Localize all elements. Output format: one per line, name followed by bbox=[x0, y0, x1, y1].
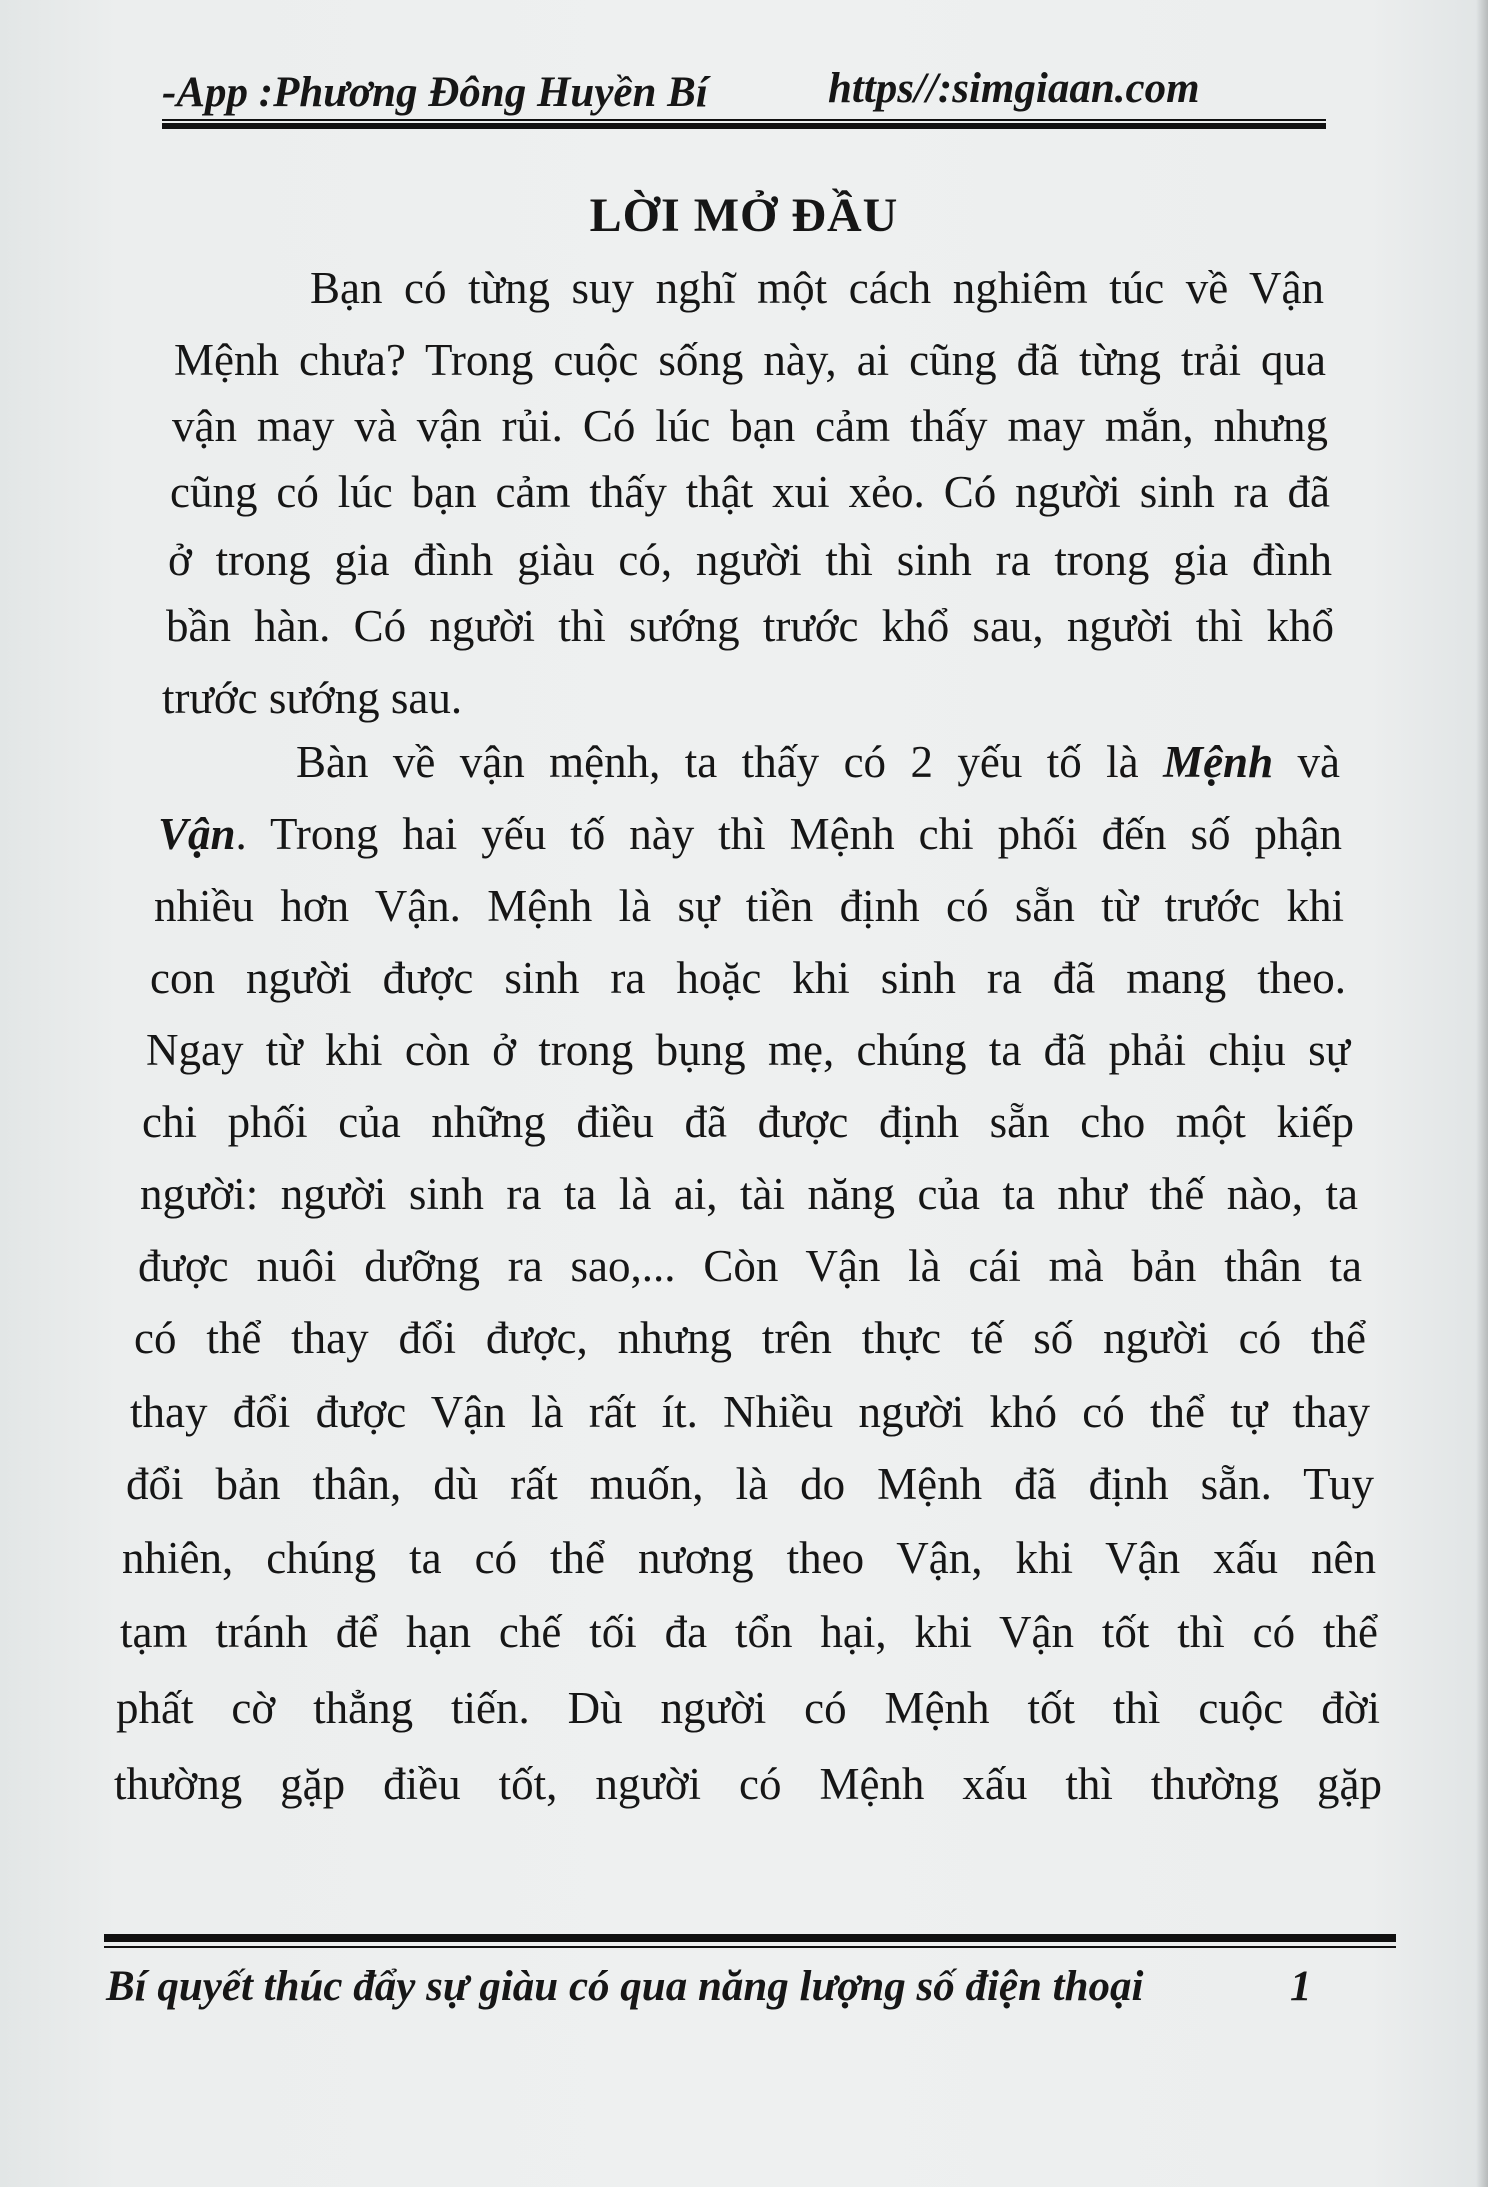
paragraph-1-line-2: Mệnh chưa? Trong cuộc sống này, ai cũng đã từng trải qua bbox=[174, 335, 1326, 385]
paragraph-2-line-12: nhiên, chúng ta có thể nương theo Vận, khi Vận xấu nên bbox=[122, 1533, 1376, 1583]
emphasis-van: Vận bbox=[158, 809, 236, 859]
paragraph-2-line-1-text: Bàn về vận mệnh, ta thấy có 2 yếu tố là bbox=[296, 737, 1139, 787]
header-website: https//:simgiaan.com bbox=[828, 65, 1200, 112]
paragraph-1-line-6: bần hàn. Có người thì sướng trước khổ sau, người thì khổ bbox=[166, 601, 1334, 651]
footer-rule-thick bbox=[104, 1934, 1396, 1942]
emphasis-menh: Mệnh bbox=[1163, 737, 1274, 787]
chapter-title: LỜI MỞ ĐẦU bbox=[589, 189, 899, 242]
paragraph-2-line-3: nhiều hơn Vận. Mệnh là sự tiền định có sẵn từ trước khi bbox=[154, 881, 1344, 931]
paragraph-1-line-5: ở trong gia đình giàu có, người thì sinh ra trong gia đình bbox=[168, 535, 1332, 585]
paragraph-1-line-1: Bạn có từng suy nghĩ một cách nghiêm túc về Vận bbox=[310, 263, 1324, 313]
paragraph-2-line-15: thường gặp điều tốt, người có Mệnh xấu thì thường gặp bbox=[114, 1759, 1382, 1809]
paragraph-2-line-1-tail: và bbox=[1297, 737, 1341, 787]
paragraph-2-line-10: thay đổi được Vận là rất ít. Nhiều người khó có thể tự thay bbox=[130, 1387, 1370, 1437]
page-number: 1 bbox=[1290, 1963, 1312, 2010]
paragraph-1-line-7: trước sướng sau. bbox=[162, 673, 463, 723]
paragraph-2-line-5: Ngay từ khi còn ở trong bụng mẹ, chúng ta đã phải chịu sự bbox=[146, 1025, 1350, 1075]
paragraph-2-line-11: đổi bản thân, dù rất muốn, là do Mệnh đã định sẵn. Tuy bbox=[126, 1459, 1374, 1509]
running-footer bbox=[104, 1934, 1396, 2014]
paragraph-2-line-4: con người được sinh ra hoặc khi sinh ra đã mang theo. bbox=[150, 953, 1346, 1003]
paragraph-1-line-3: vận may và vận rủi. Có lúc bạn cảm thấy may mắn, nhưng bbox=[172, 401, 1328, 451]
paragraph-2-line-6: chi phối của những điều đã được định sẵn cho một kiếp bbox=[142, 1097, 1354, 1147]
paragraph-2-line-13: tạm tránh để hạn chế tối đa tổn hại, khi Vận tốt thì có thể bbox=[120, 1607, 1378, 1657]
paragraph-2-line-2 bbox=[158, 809, 1342, 859]
paragraph-2-line-8: được nuôi dưỡng ra sao,... Còn Vận là cái mà bản thân ta bbox=[138, 1241, 1362, 1291]
paragraph-2-line-9: có thể thay đổi được, nhưng trên thực tế số người có thể bbox=[134, 1313, 1366, 1363]
paragraph-2-line-14: phất cờ thẳng tiến. Dù người có Mệnh tốt thì cuộc đời bbox=[116, 1683, 1380, 1733]
paragraph-2-line-2-text: . Trong hai yếu tố này thì Mệnh chi phối đến số phận bbox=[235, 809, 1342, 859]
paragraph-1-line-4: cũng có lúc bạn cảm thấy thật xui xẻo. Có người sinh ra đã bbox=[170, 467, 1330, 517]
footer-rule-thin bbox=[104, 1946, 1396, 1948]
header-app-name: -App :Phương Đông Huyền Bí bbox=[162, 69, 708, 116]
paragraph-2-line-7: người: người sinh ra ta là ai, tài năng của ta như thế nào, ta bbox=[140, 1169, 1358, 1219]
footer-book-title: Bí quyết thúc đẩy sự giàu có qua năng lượng số điện thoại bbox=[106, 1963, 1144, 2010]
paragraph-2-line-1 bbox=[296, 737, 1341, 787]
